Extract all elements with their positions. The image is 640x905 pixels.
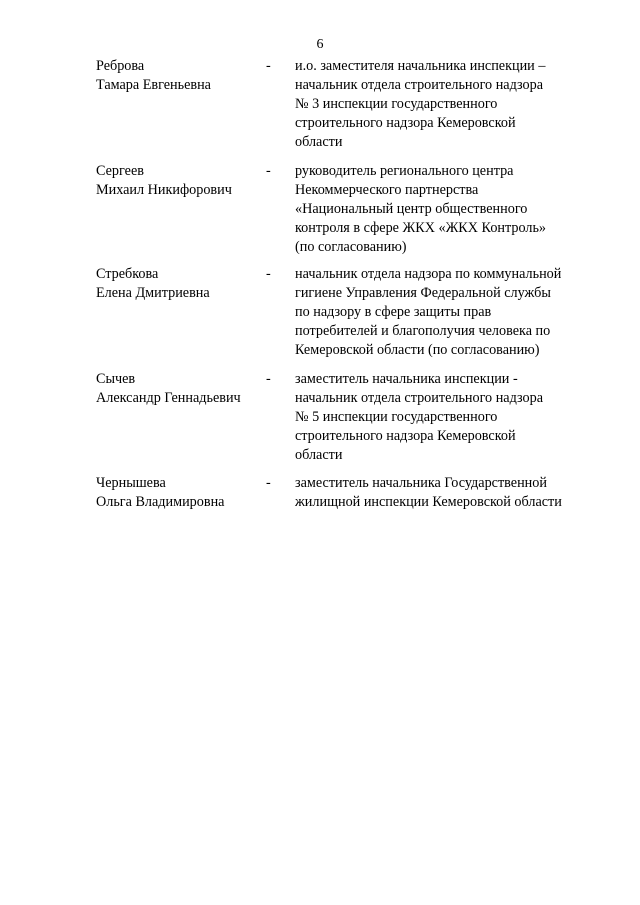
separator-dash: - (266, 163, 271, 179)
member-given-names: Александр Геннадьевич (96, 390, 241, 406)
member-given-names: Елена Дмитриевна (96, 285, 210, 301)
separator-dash: - (266, 475, 271, 491)
member-position (295, 265, 595, 360)
position-line: начальник отдела строительного надзора (295, 77, 543, 93)
member-name (96, 265, 261, 303)
member-position (295, 57, 595, 152)
position-line: № 5 инспекции государственного (295, 409, 498, 425)
position-line: (по согласованию) (295, 239, 407, 255)
position-line: жилищной инспекции Кемеровской области (295, 494, 562, 510)
position-line: строительного надзора Кемеровской (295, 428, 516, 444)
position-line: области (295, 447, 343, 463)
position-line: Кемеровской области (по согласованию) (295, 342, 540, 358)
member-name (96, 474, 261, 512)
position-line: области (295, 134, 343, 150)
member-position (295, 370, 595, 465)
position-line: Некоммерческого партнерства (295, 182, 479, 198)
member-given-names: Тамара Евгеньевна (96, 77, 211, 93)
position-line: по надзору в сфере защиты прав (295, 304, 492, 320)
position-line: и.о. заместителя начальника инспекции – (295, 58, 546, 74)
position-line: потребителей и благополучия человека по (295, 323, 551, 339)
position-line: № 3 инспекции государственного (295, 96, 498, 112)
member-name (96, 57, 261, 95)
separator-dash: - (266, 58, 271, 74)
member-name (96, 162, 261, 200)
position-line: контроля в сфере ЖКХ «ЖКХ Контроль» (295, 220, 547, 236)
member-name (96, 370, 261, 408)
member-surname: Реброва (96, 58, 145, 74)
position-line: начальник отдела строительного надзора (295, 390, 543, 406)
separator-dash: - (266, 266, 271, 282)
member-surname: Сычев (96, 371, 136, 387)
position-line: строительного надзора Кемеровской (295, 115, 516, 131)
position-line: заместитель начальника инспекции - (295, 371, 518, 387)
position-line: руководитель регионального центра (295, 163, 514, 179)
page-number: 6 (316, 37, 324, 52)
position-line: гигиене Управления Федеральной службы (295, 285, 551, 301)
member-surname: Сергеев (96, 163, 144, 179)
separator-dash: - (266, 371, 271, 387)
member-position (295, 162, 595, 257)
position-line: «Национальный центр общественного (295, 201, 528, 217)
position-line: начальник отдела надзора по коммунальной (295, 266, 562, 282)
member-given-names: Ольга Владимировна (96, 494, 225, 510)
member-position (295, 474, 595, 512)
member-surname: Чернышева (96, 475, 166, 491)
position-line: заместитель начальника Государственной (295, 475, 547, 491)
member-surname: Стребкова (96, 266, 159, 282)
member-given-names: Михаил Никифорович (96, 182, 232, 198)
